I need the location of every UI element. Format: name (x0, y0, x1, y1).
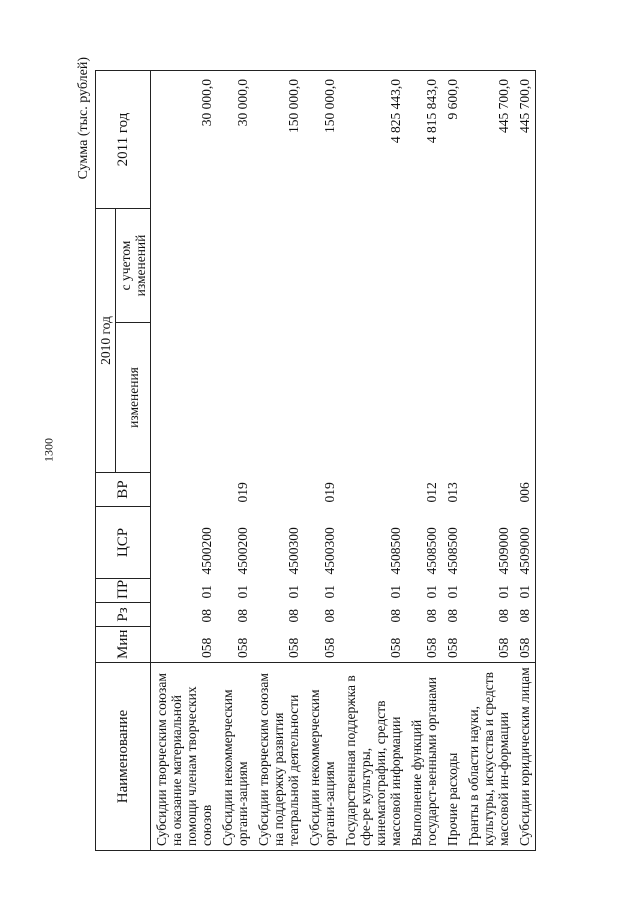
row-vr: 013 (445, 482, 460, 503)
row-pr: 01 (424, 585, 439, 599)
row-name: Выполнение функций государст-венными органами (406, 663, 442, 851)
row-csr: 4508500 (388, 527, 403, 575)
row-vr (253, 473, 304, 507)
row-rz: 08 (235, 609, 250, 623)
row-y2011: 9 600,0 (442, 71, 463, 209)
row-with-changes (340, 209, 406, 323)
row-vr: 019 (235, 482, 250, 503)
header-vr: ВР (96, 473, 151, 507)
row-min: 058 (388, 637, 403, 658)
row-with-changes (253, 209, 304, 323)
page-number: 1300 (41, 438, 56, 462)
row-changes (304, 323, 340, 473)
row-name: Субсидии творческим союзам на оказание материальной помощи членам творческих союзов (151, 663, 218, 851)
row-vr: 019 (322, 482, 337, 503)
header-changes: изменения (116, 323, 151, 473)
row-min: 058 (514, 627, 536, 663)
row-y2011: 445 700,0 (514, 71, 536, 209)
row-rz: 08 (424, 609, 439, 623)
row-with-changes (151, 209, 218, 323)
row-rz: 08 (496, 609, 511, 623)
row-min: 058 (445, 637, 460, 658)
row-with-changes (514, 209, 536, 323)
row-changes (253, 323, 304, 473)
row-changes (406, 323, 442, 473)
row-changes (514, 323, 536, 473)
row-y2011: 4 825 443,0 (340, 71, 406, 209)
table-row (340, 71, 406, 851)
row-y2011: 150 000,0 (304, 71, 340, 209)
row-pr: 01 (199, 585, 214, 599)
row-with-changes (406, 209, 442, 323)
rotated-page-content (76, 51, 559, 851)
row-vr: 012 (424, 482, 439, 503)
row-rz: 08 (388, 609, 403, 623)
row-pr: 01 (235, 585, 250, 599)
table-row (406, 71, 442, 851)
row-name: Субсидии некоммерческим органи-зациям (217, 663, 253, 851)
row-csr: 4500200 (235, 527, 250, 575)
row-min: 058 (286, 637, 301, 658)
row-with-changes (217, 209, 253, 323)
table-row (304, 71, 340, 851)
row-name: Государственная поддержка в сфе-ре культуры, кинематографии, средств массовой информации (340, 663, 406, 851)
row-with-changes (463, 209, 514, 323)
header-with-changes: с учетом изменений (116, 209, 151, 323)
row-min: 058 (235, 637, 250, 658)
row-name: Субсидии юридическим лицам (514, 663, 536, 851)
table-row (217, 71, 253, 851)
row-rz: 08 (199, 609, 214, 623)
row-y2011: 150 000,0 (253, 71, 304, 209)
units-caption: Сумма (тыс. рублей) (76, 57, 91, 180)
table-row (253, 71, 304, 851)
row-csr: 4508500 (445, 527, 460, 575)
row-vr (463, 473, 514, 507)
row-with-changes (442, 209, 463, 323)
row-min: 058 (496, 637, 511, 658)
row-min: 058 (199, 637, 214, 658)
row-csr: 4509000 (496, 527, 511, 575)
header-year-2010: 2010 год (96, 209, 116, 473)
row-pr: 01 (514, 579, 536, 603)
row-name: Субсидии некоммерческим органи-зациям (304, 663, 340, 851)
row-changes (442, 323, 463, 473)
header-row-1 (96, 71, 116, 851)
row-min: 058 (424, 637, 439, 658)
row-csr: 4509000 (514, 507, 536, 579)
row-y2011: 445 700,0 (463, 71, 514, 209)
row-vr (151, 473, 218, 507)
table-row (151, 71, 218, 851)
row-csr: 4500300 (322, 527, 337, 575)
header-rz: Рз (96, 603, 151, 627)
row-y2011: 30 000,0 (151, 71, 218, 209)
table-row (463, 71, 514, 851)
row-pr: 01 (445, 585, 460, 599)
header-min: Мин (96, 627, 151, 663)
header-year-2011: 2011 год (96, 71, 151, 209)
budget-table (95, 70, 536, 851)
row-with-changes (304, 209, 340, 323)
row-name: Субсидии творческим союзам на поддержку развития театральной деятельности (253, 663, 304, 851)
row-csr: 4500300 (286, 527, 301, 575)
row-csr: 4508500 (424, 527, 439, 575)
table-row (514, 71, 536, 851)
header-csr: ЦСР (96, 507, 151, 579)
row-pr: 01 (286, 585, 301, 599)
row-changes (151, 323, 218, 473)
row-y2011: 30 000,0 (217, 71, 253, 209)
row-y2011: 4 815 843,0 (406, 71, 442, 209)
row-rz: 08 (514, 603, 536, 627)
row-csr: 4500200 (199, 527, 214, 575)
row-rz: 08 (445, 609, 460, 623)
row-pr: 01 (388, 585, 403, 599)
row-pr: 01 (322, 585, 337, 599)
row-changes (463, 323, 514, 473)
header-pr: ПР (96, 579, 151, 603)
row-rz: 08 (322, 609, 337, 623)
row-name: Гранты в области науки, культуры, искусства и средств массовой ин-формации (463, 663, 514, 851)
row-name: Прочие расходы (442, 663, 463, 851)
row-rz: 08 (286, 609, 301, 623)
row-min: 058 (322, 637, 337, 658)
header-name: Наименование (96, 663, 151, 851)
table-row (442, 71, 463, 851)
row-vr (340, 473, 406, 507)
row-changes (340, 323, 406, 473)
row-pr: 01 (496, 585, 511, 599)
row-changes (217, 323, 253, 473)
row-vr: 006 (514, 473, 536, 507)
